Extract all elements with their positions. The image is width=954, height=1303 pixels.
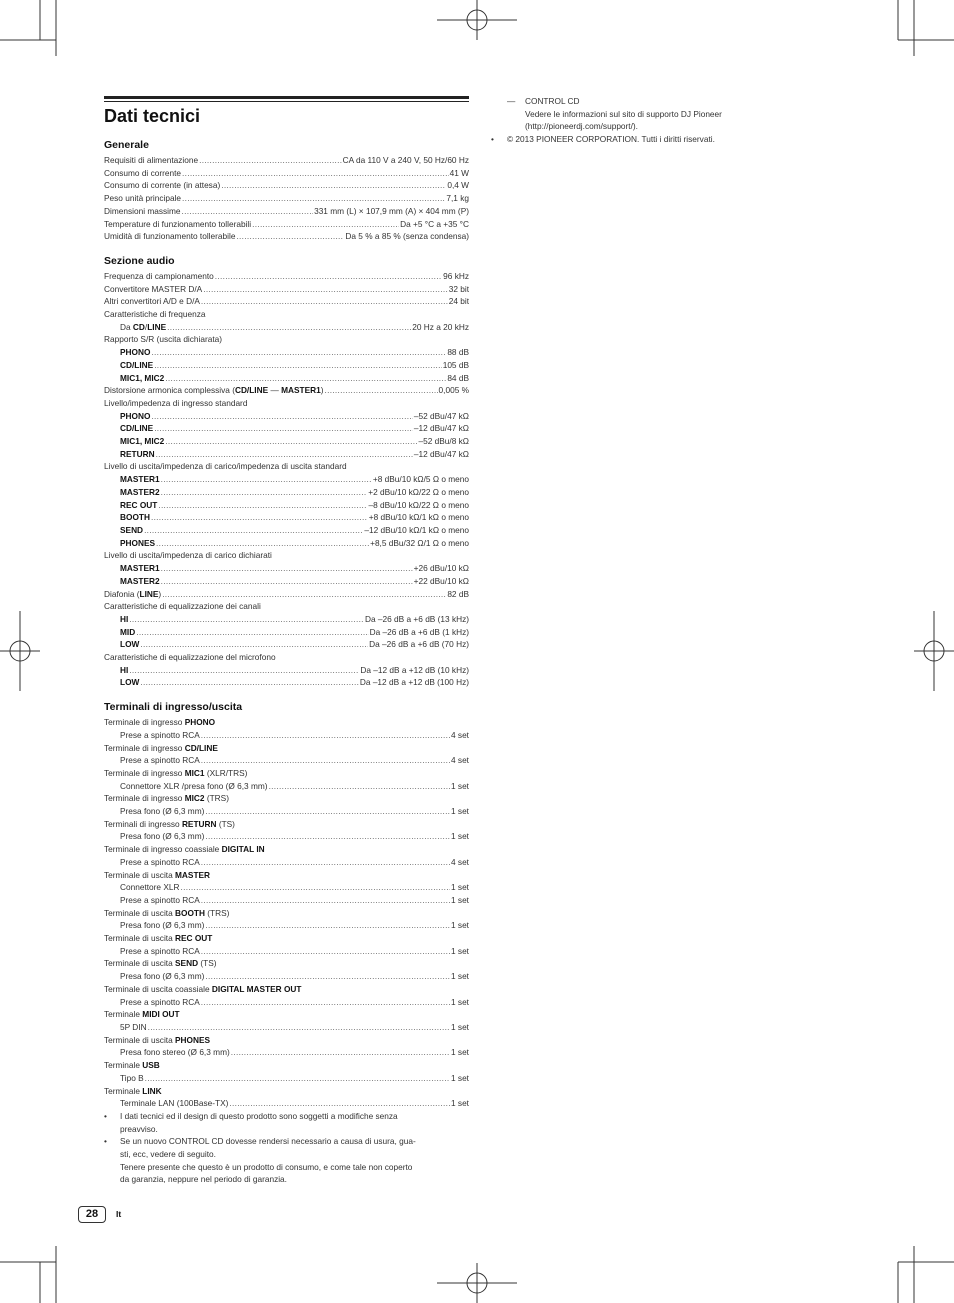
spec-row: Presa fono (Ø 6,3 mm) ..... 1 set bbox=[104, 830, 469, 843]
terminal-heading: Terminale di uscita REC OUT bbox=[104, 933, 213, 944]
terminal-heading: Terminale di uscita SEND (TS) bbox=[104, 958, 217, 969]
spec-subheading: Livello/impedenza di ingresso standard bbox=[104, 397, 248, 408]
audio-list bbox=[104, 270, 469, 689]
spec-subheading: Caratteristiche di frequenza bbox=[104, 309, 206, 320]
spec-row: Dimensioni massime ..... 331 mm (L) × 107,9 mm (A) × 404 mm (P) bbox=[104, 205, 469, 218]
terminal-heading: Terminale di uscita coassiale DIGITAL MASTER OUT bbox=[104, 983, 302, 994]
spec-row: Presa fono (Ø 6,3 mm) ..... 1 set bbox=[104, 805, 469, 818]
terminal-heading: Terminale di uscita BOOTH (TRS) bbox=[104, 907, 230, 918]
spec-row: Umidità di funzionamento tollerabile ..... Da 5 % a 85 % (senza condensa) bbox=[104, 230, 469, 243]
terminal-heading: Terminale di uscita PHONES bbox=[104, 1034, 211, 1045]
terminal-heading: Terminale di ingresso coassiale DIGITAL IN bbox=[104, 844, 265, 855]
title-rule-thin bbox=[104, 101, 469, 102]
spec-row: Temperature di funzionamento tollerabili ..... Da +5 °C a +35 °C bbox=[104, 218, 469, 231]
spec-row: CD/LINE ..... –12 dBu/47 kΩ bbox=[104, 422, 469, 435]
spec-row: BOOTH ..... +8 dBu/10 kΩ/1 kΩ o meno bbox=[104, 511, 469, 524]
spec-row: Consumo di corrente (in attesa) ..... 0,4 W bbox=[104, 179, 469, 192]
spec-row: MASTER2 ..... +22 dBu/10 kΩ bbox=[104, 575, 469, 588]
terminal-heading: Terminale di ingresso PHONO bbox=[104, 717, 216, 728]
spec-row: PHONO ..... –52 dBu/47 kΩ bbox=[104, 410, 469, 423]
copyright-item: • © 2013 PIONEER CORPORATION. Tutti i diritti riservati. bbox=[491, 134, 715, 145]
spec-subheading: Caratteristiche di equalizzazione del microfono bbox=[104, 652, 276, 663]
terminal-heading: Terminali di ingresso RETURN (TS) bbox=[104, 818, 235, 829]
spec-row: PHONES ..... +8,5 dBu/32 Ω/1 Ω o meno bbox=[104, 537, 469, 550]
spec-row: Connettore XLR ..... 1 set bbox=[104, 881, 469, 894]
language-code: It bbox=[116, 1209, 122, 1219]
section-heading-terminals: Terminali di ingresso/uscita bbox=[104, 701, 243, 714]
title-rule bbox=[104, 96, 469, 99]
spec-subheading: Livello di uscita/impedenza di carico/impedenza di uscita standard bbox=[104, 461, 347, 472]
section-heading-generale: Generale bbox=[104, 139, 149, 151]
spec-row: LOW ..... Da –12 dB a +12 dB (100 Hz) bbox=[104, 676, 469, 689]
spec-row: Convertitore MASTER D/A ..... 32 bit bbox=[104, 283, 469, 296]
section-heading-audio: Sezione audio bbox=[104, 254, 175, 267]
spec-row: Prese a spinotto RCA ..... 4 set bbox=[104, 754, 469, 767]
terminals-list bbox=[104, 716, 469, 1110]
spec-row: Diafonia (LINE) ..... 82 dB bbox=[104, 588, 469, 601]
spec-subheading: Caratteristiche di equalizzazione dei canali bbox=[104, 601, 261, 612]
spec-row: Prese a spinotto RCA ..... 1 set bbox=[104, 894, 469, 907]
spec-row: LOW ..... Da –26 dB a +6 dB (70 Hz) bbox=[104, 638, 469, 651]
spec-row: CD/LINE ..... 105 dB bbox=[104, 359, 469, 372]
spec-subheading: Rapporto S/R (uscita dichiarata) bbox=[104, 334, 223, 345]
spec-row: RETURN ..... –12 dBu/47 kΩ bbox=[104, 448, 469, 461]
spec-row: Prese a spinotto RCA ..... 4 set bbox=[104, 856, 469, 869]
spec-row: Consumo di corrente ..... 41 W bbox=[104, 167, 469, 180]
notes bbox=[104, 1110, 469, 1186]
spec-row: Distorsione armonica complessiva (CD/LINE — MASTER1) ..... 0,005 % bbox=[104, 384, 469, 397]
spec-row: Prese a spinotto RCA ..... 1 set bbox=[104, 945, 469, 958]
spec-row: Frequenza di campionamento ..... 96 kHz bbox=[104, 270, 469, 283]
spec-row: Peso unità principale ..... 7,1 kg bbox=[104, 192, 469, 205]
spec-row: REC OUT ..... –8 dBu/10 kΩ/22 Ω o meno bbox=[104, 499, 469, 512]
spec-row: Requisiti di alimentazione ..... CA da 110 V a 240 V, 50 Hz/60 Hz bbox=[104, 154, 469, 167]
terminal-heading: Terminale MIDI OUT bbox=[104, 1009, 180, 1020]
terminal-heading: Terminale di ingresso CD/LINE bbox=[104, 742, 218, 753]
spec-row: MASTER1 ..... +8 dBu/10 kΩ/5 Ω o meno bbox=[104, 473, 469, 486]
generale-list bbox=[104, 154, 469, 243]
spec-row: MASTER2 ..... +2 dBu/10 kΩ/22 Ω o meno bbox=[104, 486, 469, 499]
spec-row: MASTER1 ..... +26 dBu/10 kΩ bbox=[104, 562, 469, 575]
left-column bbox=[104, 96, 469, 1186]
note-item: • I dati tecnici ed il design di questo prodotto sono soggetti a modifiche senza preavviso. bbox=[104, 1110, 398, 1134]
spec-row: Presa fono (Ø 6,3 mm) ..... 1 set bbox=[104, 970, 469, 983]
spec-row: Presa fono (Ø 6,3 mm) ..... 1 set bbox=[104, 919, 469, 932]
spec-row: PHONO ..... 88 dB bbox=[104, 346, 469, 359]
terminal-heading: Terminale LINK bbox=[104, 1085, 162, 1096]
terminal-heading: Terminale di ingresso MIC1 (XLR/TRS) bbox=[104, 767, 248, 778]
terminal-heading: Terminale di ingresso MIC2 (TRS) bbox=[104, 793, 229, 804]
spec-row: MIC1, MIC2 ..... 84 dB bbox=[104, 372, 469, 385]
spec-row: HI ..... Da –12 dB a +12 dB (10 kHz) bbox=[104, 664, 469, 677]
terminal-heading: Terminale di uscita MASTER bbox=[104, 869, 211, 880]
spec-row: Altri convertitori A/D e D/A ..... 24 bit bbox=[104, 295, 469, 308]
page-title: Dati tecnici bbox=[104, 106, 201, 126]
spec-row: Presa fono stereo (Ø 6,3 mm) ..... 1 set bbox=[104, 1046, 469, 1059]
spec-row: Terminale LAN (100Base-TX) ..... 1 set bbox=[104, 1097, 469, 1110]
spec-row: Da CD/LINE ..... 20 Hz a 20 kHz bbox=[104, 321, 469, 334]
note-item: • Se un nuovo CONTROL CD dovesse rendersi necessario a causa di usura, gua- sti, ecc, vedere di seguito. Tenere presente che questo è un prodotto di consumo, e come tale non coperto da garanzia, neppure nel periodo di garanzia. bbox=[104, 1136, 416, 1185]
page-number: 28 bbox=[78, 1206, 106, 1223]
control-cd-item: — CONTROL CD Vedere le informazioni sul sito di supporto DJ Pioneer (http://pioneerdj.com/support/). bbox=[507, 96, 722, 132]
spec-row: Tipo B ..... 1 set bbox=[104, 1072, 469, 1085]
spec-subheading: Livello di uscita/impedenza di carico dichiarati bbox=[104, 550, 272, 561]
spec-row: Prese a spinotto RCA ..... 4 set bbox=[104, 729, 469, 742]
spec-row: Prese a spinotto RCA ..... 1 set bbox=[104, 996, 469, 1009]
right-column bbox=[491, 95, 767, 146]
spec-row: Connettore XLR /presa fono (Ø 6,3 mm) ..... 1 set bbox=[104, 780, 469, 793]
spec-row: HI ..... Da –26 dB a +6 dB (13 kHz) bbox=[104, 613, 469, 626]
spec-row: 5P DIN ..... 1 set bbox=[104, 1021, 469, 1034]
spec-row: SEND ..... –12 dBu/10 kΩ/1 kΩ o meno bbox=[104, 524, 469, 537]
spec-row: MID ..... Da –26 dB a +6 dB (1 kHz) bbox=[104, 626, 469, 639]
spec-row: MIC1, MIC2 ..... –52 dBu/8 kΩ bbox=[104, 435, 469, 448]
terminal-heading: Terminale USB bbox=[104, 1060, 160, 1071]
